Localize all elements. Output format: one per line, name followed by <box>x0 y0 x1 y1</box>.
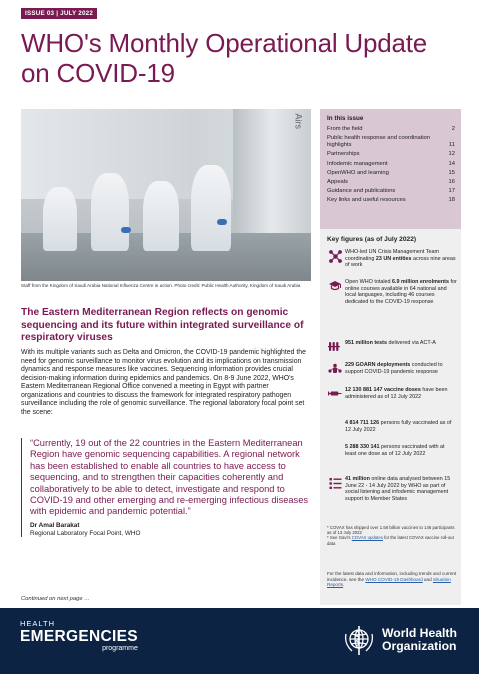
photo-worker <box>143 181 179 251</box>
key-figure-item <box>327 387 457 400</box>
kf-post: for online courses available in 64 national and local languages, including 46 courses dedicated to the COVID-19 response <box>345 279 457 305</box>
key-figures-footnotes <box>327 525 457 546</box>
footer-note-text: For the latest data and information, including trends and current incidence, see the <box>327 571 457 582</box>
kf-bold: 12 130 881 147 vaccine doses <box>345 387 421 393</box>
toc-item-label: Key links and useful resources <box>327 197 406 204</box>
key-figures-title: Key figures (as of July 2022) <box>327 236 417 243</box>
toc-item-page: 12 <box>448 151 455 158</box>
toc-title: In this issue <box>327 115 364 122</box>
kf-post: delivered via ACT-A <box>386 340 436 346</box>
who-name <box>382 627 457 654</box>
toc-item-label: Appeals <box>327 178 348 185</box>
toc-item-label: OpenWHO and learning <box>327 169 389 176</box>
graduation-cap-icon <box>328 280 342 292</box>
footer-note-text: and <box>422 576 433 582</box>
syringe-icon <box>328 388 342 400</box>
photo-worker <box>191 165 231 251</box>
covax-updates-link[interactable]: COVAX updates <box>351 535 383 541</box>
who-name-line2: Organization <box>382 639 457 653</box>
article-heading: The Eastern Mediterranean Region reflects on genomic sequencing and its future within integrated surveillance of respiratory viruses <box>21 307 304 344</box>
kf-post: have been administered as of 12 July 2022 <box>345 387 448 400</box>
kf-bold: 23 UN entities <box>375 255 412 262</box>
toc-item-label: Public health response and coordination highlights <box>327 135 431 149</box>
kf-pre: WHO-led UN Crisis Management Team coordinating <box>345 249 439 262</box>
footnote-gavi <box>327 535 457 545</box>
page-footer <box>0 608 479 674</box>
toc-item[interactable] <box>327 151 455 158</box>
quote-text: “Currently, 19 out of the 22 countries in the Eastern Mediterranean Region have genomic sequencing capabilities. A regional network has been established to enable all countries to have access to sequencing, and to strengthen their capacities coherently and collaboratively to be able to detect, investigate and respond to COVID-19 and other emerging and re-emerging infectious diseases with epidemic and pandemic potential.” <box>30 438 309 517</box>
toc-item-page: 2 <box>451 126 455 132</box>
key-figure-item <box>327 340 457 353</box>
footnote-text: for the latest COVAX vaccine roll-out data <box>327 535 454 546</box>
sidebar-footer-note <box>327 571 457 588</box>
who-emblem-icon <box>341 622 377 658</box>
sidebar <box>320 109 461 605</box>
toc-item-page: 11 <box>448 142 455 149</box>
health-emergencies-logo <box>20 620 138 653</box>
key-figure-item <box>327 249 457 269</box>
kf-post: online data analysed between 15 June 22 - 14 July 2022 by WHO as part of social listening and infodemic management support to Member States <box>345 476 451 502</box>
toc-item-label: Guidance and publications <box>327 188 396 195</box>
dashboard-link[interactable]: WHO COVID-19 Dashboard <box>365 576 423 582</box>
kf-pre: Open WHO totaled <box>345 279 393 285</box>
key-figure-item <box>327 279 457 305</box>
test-tubes-icon <box>328 341 342 353</box>
kf-bold: 5 288 330 141 <box>345 444 380 450</box>
toc-item[interactable] <box>327 197 455 204</box>
he-logo-programme: programme <box>102 645 138 652</box>
toc-item[interactable] <box>327 179 455 186</box>
kf-post: persons vaccinated with at least one dose as of 12 July 2022 <box>345 444 445 457</box>
toc-item-page: 16 <box>448 178 455 185</box>
photo-glove <box>217 219 227 225</box>
kf-bold: 951 million tests <box>345 340 387 346</box>
kf-bold: 229 GOARN deployments <box>345 362 411 368</box>
photo-caption: Staff from the Kingdom of Saudi Arabia National Influenza Centre in action. Photo credit: Public Health Authority, Kingdom of Saudi Arabia <box>21 283 301 288</box>
pull-quote <box>21 438 311 537</box>
kf-post: conducted to support COVID-19 pandemic response <box>345 362 443 375</box>
continued-note: Continued on next page … <box>21 596 90 602</box>
table-of-contents <box>320 109 461 229</box>
photo-worker <box>91 173 129 251</box>
photo-glove <box>121 227 131 233</box>
lab-photo <box>21 109 311 281</box>
key-figure-item <box>327 476 457 502</box>
footnote-text: * See Gavi's <box>327 535 352 541</box>
people-network-icon <box>328 363 342 375</box>
quote-role: Regional Laboratory Focal Point, WHO <box>30 529 141 537</box>
toc-item-label: Infodemic management <box>327 160 388 167</box>
kf-post: persons fully vaccinated as of 12 July 2022 <box>345 420 452 433</box>
key-figure-item <box>327 420 457 433</box>
toc-item-page: 14 <box>448 160 455 167</box>
toc-item[interactable] <box>327 188 455 195</box>
photo-worker <box>43 187 77 251</box>
key-figure-item <box>327 362 457 375</box>
toc-item[interactable] <box>327 170 455 177</box>
toc-item[interactable] <box>327 126 455 133</box>
footer-note-text: . <box>343 582 345 588</box>
photo-hood-label: Airs <box>293 113 303 129</box>
kf-bold: 4 814 711 126 <box>345 420 380 426</box>
he-logo-small: HEALTH <box>20 619 56 628</box>
issue-badge: ISSUE 03 | JULY 2022 <box>21 8 97 19</box>
toc-item-label: From the field <box>327 126 363 132</box>
who-logo <box>341 622 457 658</box>
toc-item[interactable] <box>327 161 455 168</box>
he-logo-big: EMERGENCIES <box>20 628 138 645</box>
toc-item-label: Partnerships <box>327 151 360 158</box>
kf-bold: 6.9 million enrolments <box>392 279 449 285</box>
page-title: WHO's Monthly Operational Update on COVID-19 <box>21 28 428 88</box>
situation-reports-link[interactable]: Situation Reports <box>327 576 451 588</box>
network-icon <box>329 250 342 263</box>
toc-item-page: 15 <box>448 169 455 176</box>
key-figure-item <box>327 444 457 457</box>
checklist-icon <box>329 477 342 490</box>
toc-item-page: 17 <box>448 188 455 195</box>
toc-item[interactable] <box>327 135 455 149</box>
kf-post: across nine areas of work <box>345 255 456 269</box>
footnote-covax: * COVAX has shipped over 1.58 billion vaccines to 146 participants as of 13 July 2022 <box>327 525 455 536</box>
toc-item-page: 18 <box>448 197 455 204</box>
who-name-line1: World Health <box>382 625 457 640</box>
quote-author: Dr Amal Barakat <box>30 521 80 529</box>
article-body: With its multiple variants such as Delta and Omicron, the COVID-19 pandemic highlighted the need for genomic surveillance to monitor virus evolution and its implications on transmission dynamics and response measures like vaccines. Sequencing information provides crucial decision-making information during epidemics and pandemics. On 8-9 June 2022, WHO's Eastern Mediterranean Regional Office convened a meeting in Egypt with partner organizations and countries to discuss the framework for integrated respiratory pathogen surveillance including the role of genomic surveillance. The regional laboratory focal point set the scene: <box>21 349 306 416</box>
kf-bold: 41 million <box>345 476 370 482</box>
